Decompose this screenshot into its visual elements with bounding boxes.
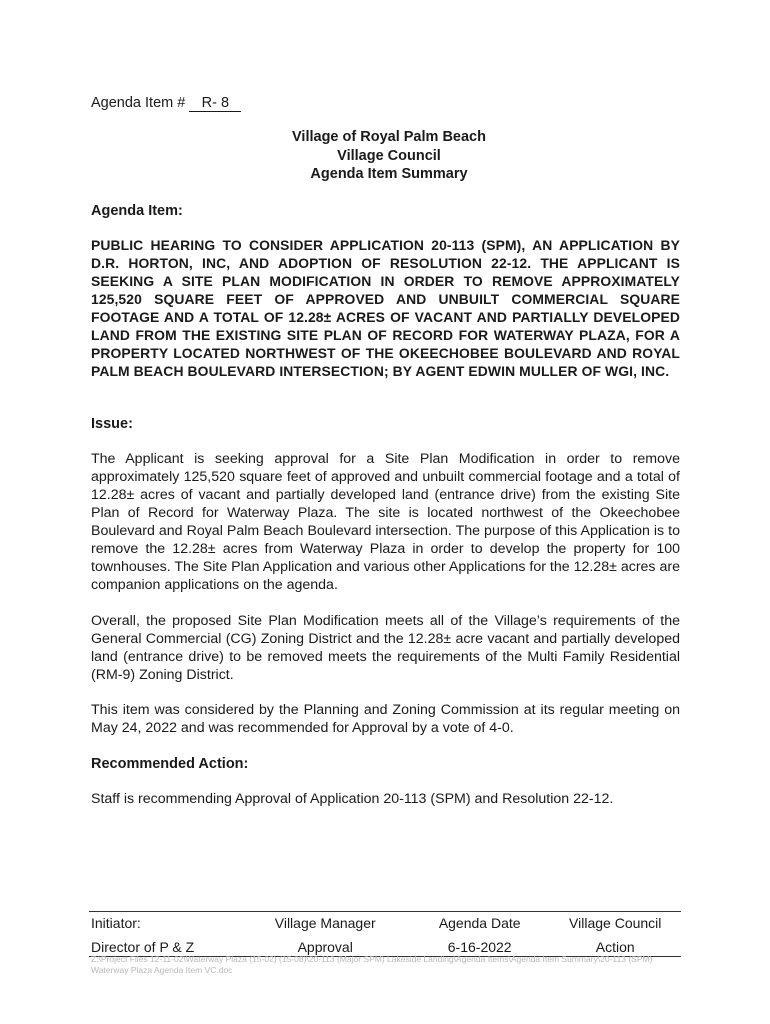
issue-paragraph-3: This item was considered by the Planning and Zoning Commission at its regular meeting on May 24, 2022 and was recommended for Approval by a vote of 4-0.: [91, 702, 680, 736]
header-village-name: Village of Royal Palm Beach: [292, 129, 486, 145]
footer-value-row: [89, 933, 681, 956]
issue-paragraph-2: Overall, the proposed Site Plan Modification meets all of the Village’s requirements of the General Commercial (CG) Zoning District and the 12.28± acre vacant and partially developed land (entrance drive) to be removed meets the requirements of the Multi Family Residential (RM-9) Zoning District.: [91, 613, 680, 683]
agenda-item-number: R- 8: [189, 95, 241, 112]
manager-label: Village Manager: [274, 914, 376, 931]
agenda-item-description: PUBLIC HEARING TO CONSIDER APPLICATION 20-113 (SPM), AN APPLICATION BY D.R. HORTON, INC, AND ADOPTION OF RESOLUTION 22-12. THE APPLICANT IS SEEKING A SITE PLAN MODIFICATION IN ORDER TO REMOVE APPROXIMATELY 125,520 SQUARE FEET OF APPROVED AND UNBUILT COMMERCIAL SQUARE FOOTAGE AND A TOTAL OF 12.28± ACRES OF VACANT AND PARTIALLY DEVELOPED LAND FROM THE EXISTING SITE PLAN OF RECORD FOR WATERWAY PLAZA, FOR A PROPERTY LOCATED NORTHWEST OF THE OKEECHOBEE BOULEVARD AND ROYAL PALM BEACH BOULEVARD INTERSECTION; BY AGENT EDWIN MULLER OF WGI, INC.: [91, 237, 680, 379]
agenda-item-label: Agenda Item #: [91, 95, 186, 111]
footer-label-row: [89, 912, 681, 933]
header-council: Village Council: [337, 147, 441, 164]
council-value: Action: [595, 939, 635, 955]
agenda-date-label: Agenda Date: [438, 914, 521, 931]
agenda-item-number-line: [91, 94, 241, 112]
initiator-label: Initiator:: [91, 914, 141, 931]
issue-heading: Issue:: [91, 416, 133, 432]
approval-footer-table: [89, 911, 681, 957]
document-header: [0, 128, 770, 184]
council-label: Village Council: [569, 914, 662, 931]
initiator-value: Director of P & Z: [91, 939, 195, 955]
recommended-action-heading: Recommended Action:: [91, 756, 249, 772]
issue-paragraph-1: The Applicant is seeking approval for a Site Plan Modification in order to remove approximately 125,520 square feet of approved and unbuilt commercial footage and a total of 12.28± acres of vacant and partially developed land (entrance drive) from the existing Site Plan of Record for Waterway Plaza. The site is located northwest of the Okeechobee Boulevard and Royal Palm Beach Boulevard intersection. The purpose of this Application is to remove the 12.28± acres from Waterway Plaza in order to develop the property for 100 townhouses. The Site Plan Application and various other Applications for the 12.28± acres are companion applications on the agenda.: [91, 451, 680, 593]
recommended-action-text: Staff is recommending Approval of Application 20-113 (SPM) and Resolution 22-12.: [91, 791, 614, 807]
header-summary-title: Agenda Item Summary: [310, 166, 468, 182]
manager-value: Approval: [297, 939, 353, 955]
agenda-date-value: 6-16-2022: [447, 939, 512, 955]
agenda-item-heading: Agenda Item:: [91, 203, 183, 219]
file-path-footer: Z:\Project Files 12-11-02\Waterway Plaza (15-02) (15-08)\20-113 (Major SPM) Lakeside Landing\Agenda Items\Agenda Item Summary\20-113 (SPM) Waterway Plaza Agenda Item VC.doc: [91, 954, 653, 975]
